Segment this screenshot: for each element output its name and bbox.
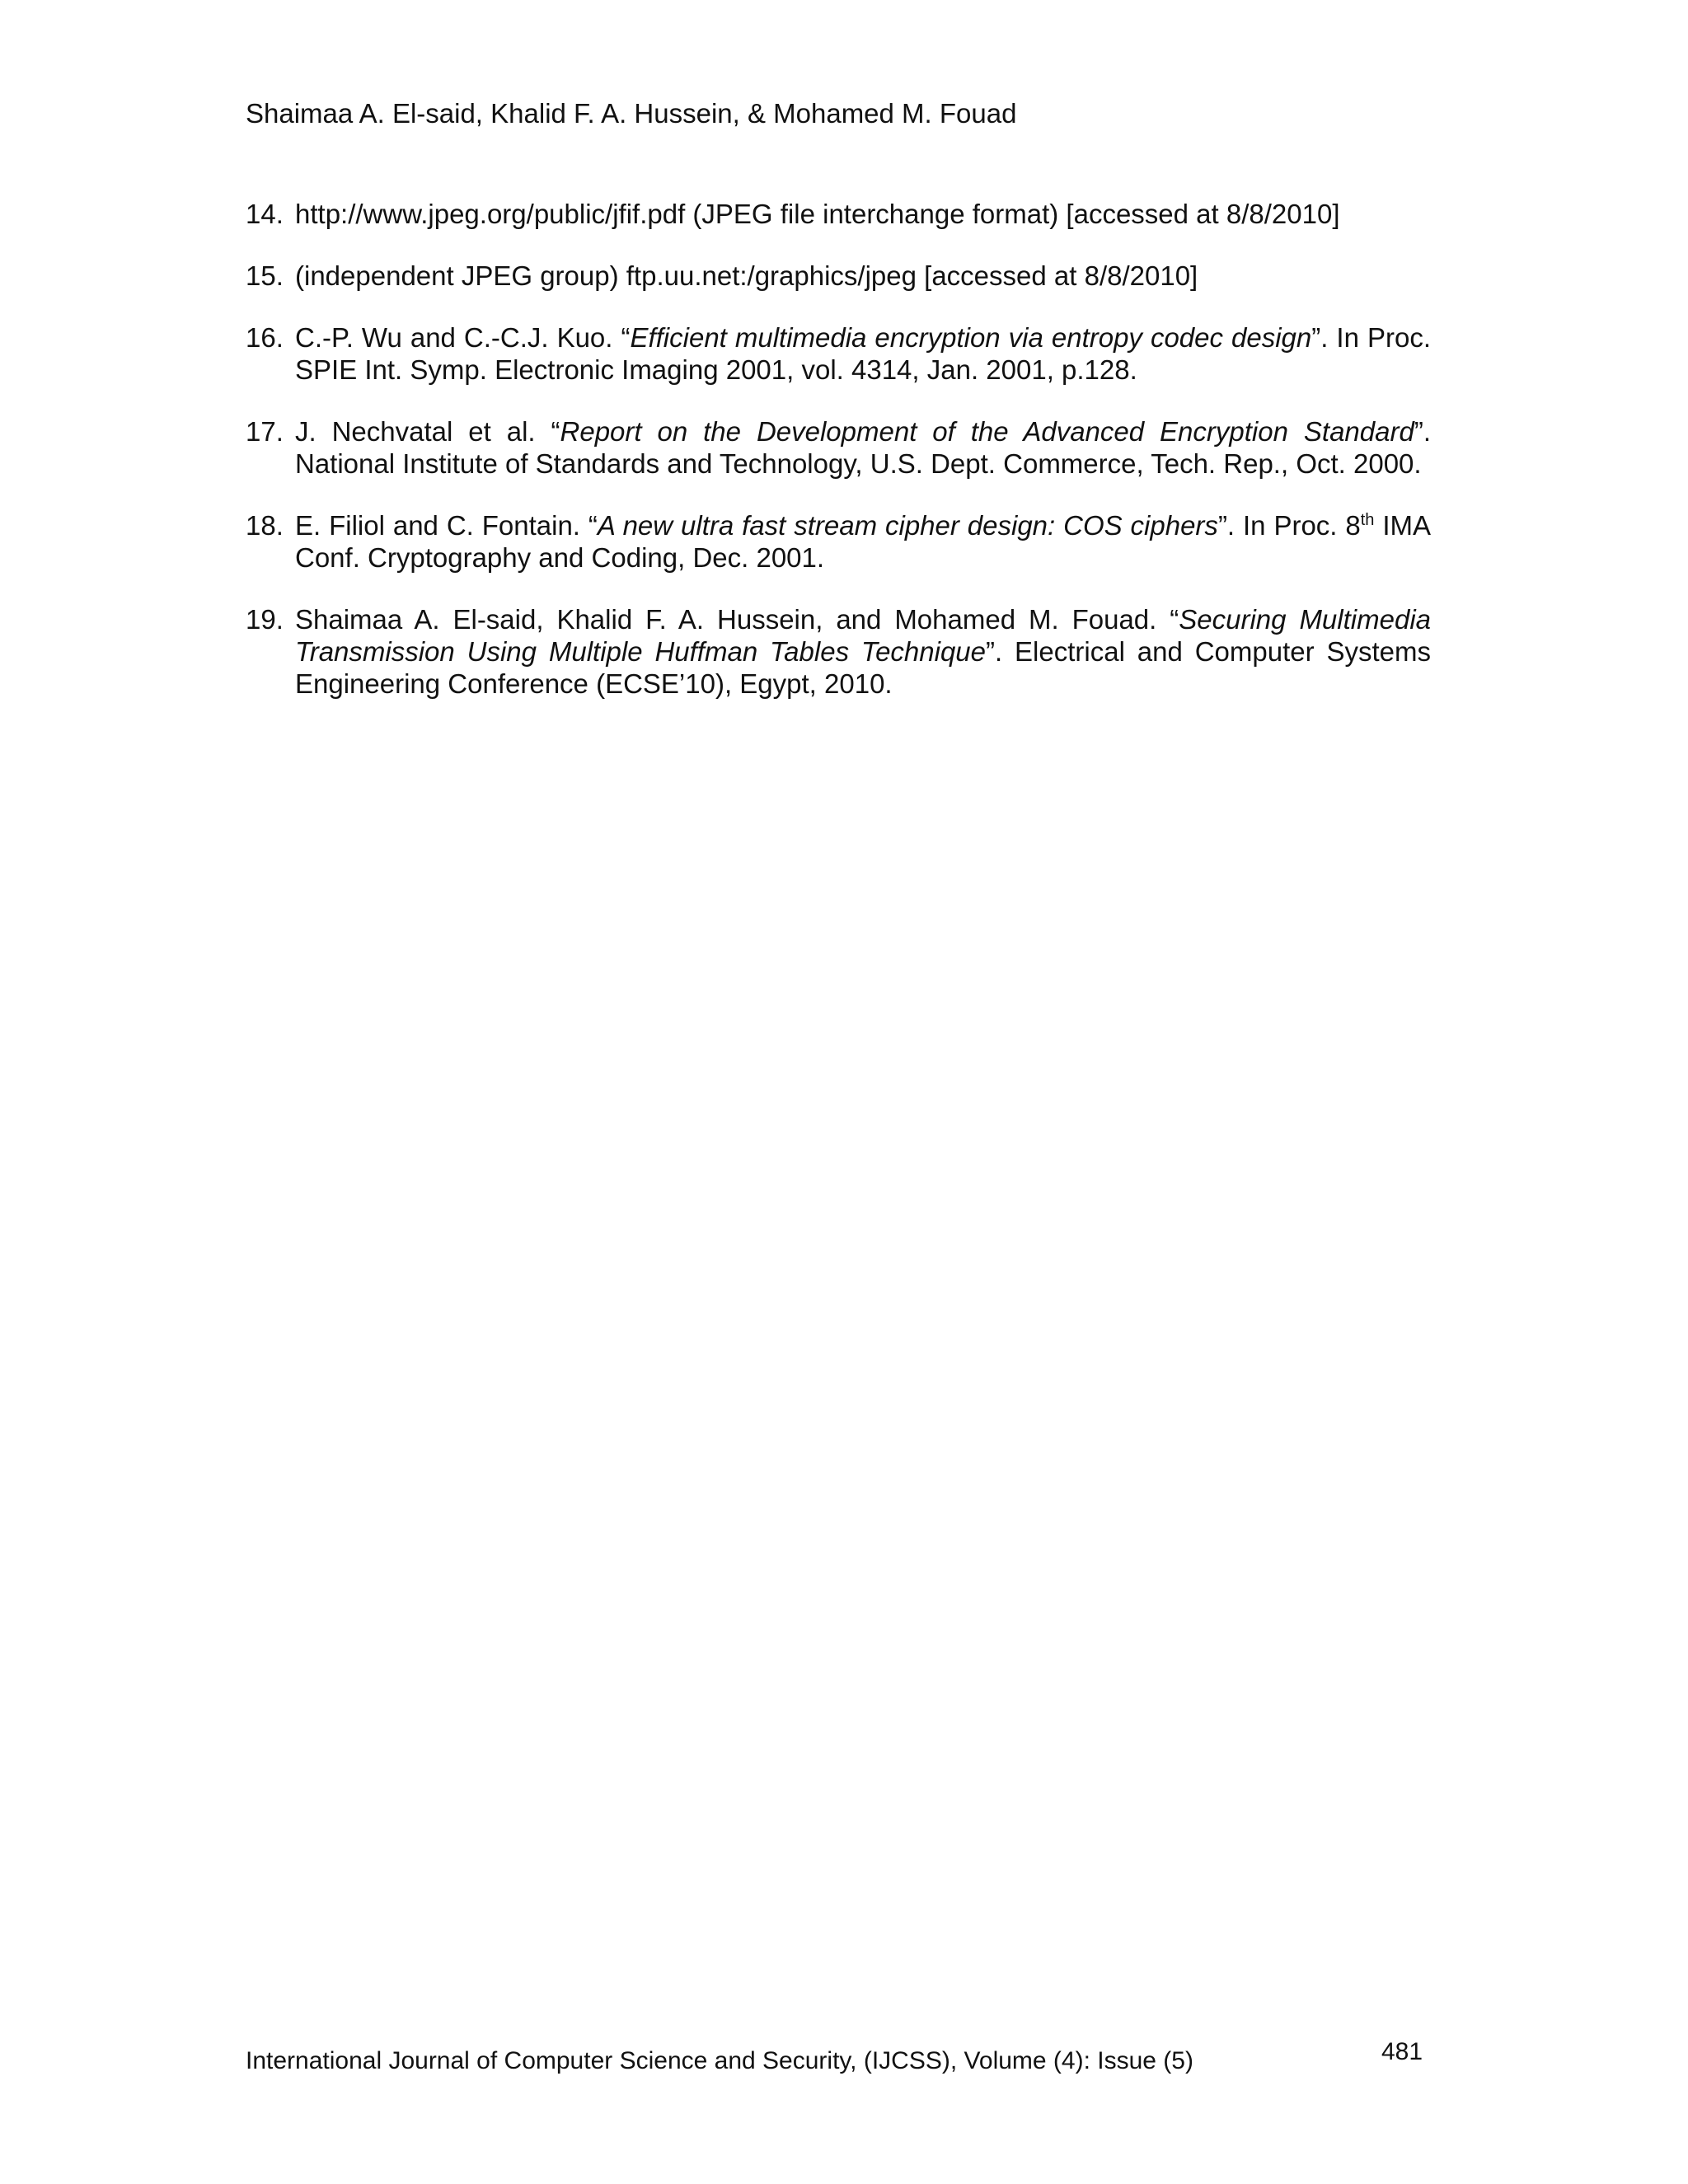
reference-title: Securing Multimedia Transmission Using Multiple Huffman Tables Technique (295, 604, 1431, 667)
ordinal-superscript: th (1360, 511, 1375, 529)
reference-number: 16. (246, 322, 284, 353)
reference-authors: C.-P. Wu and C.-C.J. Kuo. “ (295, 322, 631, 353)
reference-source: ”. National Institute of Standards and Technology, U.S. Dept. Commerce, Tech. Rep., Oct. 2000. (295, 416, 1432, 479)
reference-number: 17. (246, 416, 284, 447)
reference-source-cont: IMA Conf. Cryptography and Coding, Dec. 2001. (295, 510, 1432, 573)
reference-item (246, 415, 1431, 480)
reference-text (295, 415, 1431, 480)
reference-text: (independent JPEG group) ftp.uu.net:/graphics/jpeg [accessed at 8/8/2010] (295, 260, 1198, 291)
reference-title: Report on the Development of the Advanced Encryption Standard (560, 416, 1414, 447)
running-header: Shaimaa A. El-said, Khalid F. A. Hussein, & Mohamed M. Fouad (246, 98, 1017, 129)
page-number: 481 (1381, 2038, 1423, 2065)
reference-authors: E. Filiol and C. Fontain. “ (295, 510, 598, 541)
reference-list (246, 198, 1431, 729)
reference-text (295, 321, 1431, 386)
reference-item (246, 260, 1431, 292)
reference-number: 14. (246, 199, 284, 229)
reference-item (246, 509, 1431, 574)
reference-title: A new ultra fast stream cipher design: COS ciphers (597, 510, 1218, 541)
reference-authors: J. Nechvatal et al. “ (295, 416, 560, 447)
reference-source: ”. In Proc. SPIE Int. Symp. Electronic Imaging 2001, vol. 4314, Jan. 2001, p.128. (295, 322, 1431, 385)
reference-text (295, 603, 1431, 700)
reference-title: Efficient multimedia encryption via entropy codec design (630, 322, 1312, 353)
reference-number: 18. (246, 510, 284, 541)
reference-source: ”. Electrical and Computer Systems Engineering Conference (ECSE’10), Egypt, 2010. (295, 636, 1431, 699)
reference-authors: Shaimaa A. El-said, Khalid F. A. Hussein, and Mohamed M. Fouad. “ (295, 604, 1179, 635)
reference-item (246, 198, 1431, 230)
reference-number: 19. (246, 604, 284, 635)
reference-item (246, 603, 1431, 700)
reference-text: http://www.jpeg.org/public/jfif.pdf (JPEG file interchange format) [accessed at 8/8/2010] (295, 199, 1340, 229)
reference-source: ”. In Proc. 8 (1217, 510, 1361, 541)
reference-text (295, 509, 1431, 574)
reference-item (246, 321, 1431, 386)
reference-number: 15. (246, 260, 284, 291)
footer-journal: International Journal of Computer Science and Security, (IJCSS), Volume (4): Issue (5) (246, 2047, 1193, 2074)
